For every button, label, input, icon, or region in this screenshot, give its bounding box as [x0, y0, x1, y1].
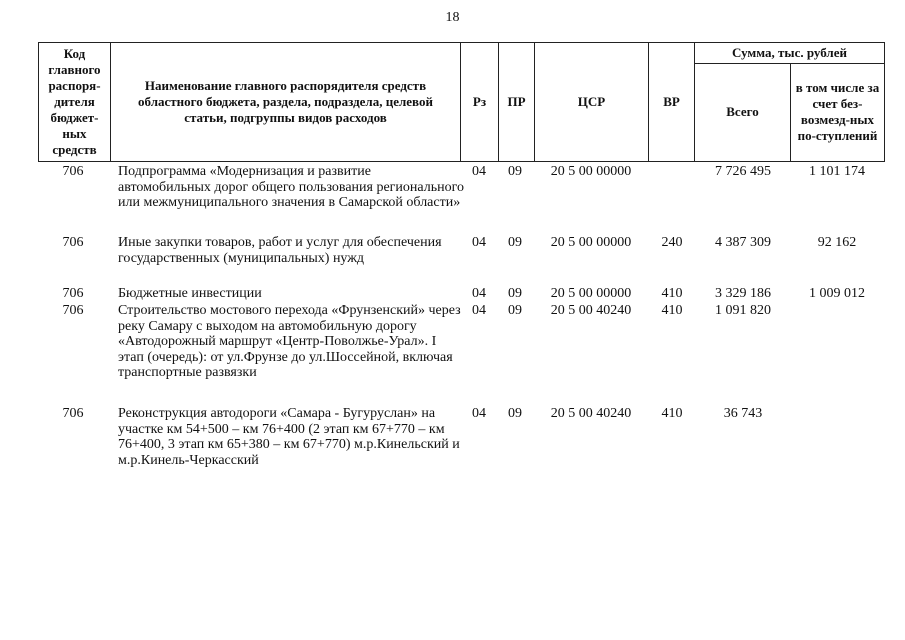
row-pr: 09 [508, 303, 522, 318]
row-rz: 04 [472, 406, 486, 421]
row-csr: 20 5 00 00000 [550, 164, 632, 179]
header-rz: Рз [460, 42, 498, 162]
row-vr: 410 [661, 406, 683, 421]
row-vr: 410 [661, 303, 683, 318]
row-total: 3 329 186 [715, 286, 771, 301]
header-csr: ЦСР [534, 42, 648, 162]
row-pr: 09 [508, 235, 522, 250]
header-total: Всего [694, 63, 790, 161]
row-csr: 20 5 00 00000 [550, 286, 632, 301]
header-sum: Сумма, тыс. рублей [694, 42, 884, 63]
row-total: 36 743 [723, 406, 763, 421]
header-vr: ВР [648, 42, 694, 162]
row-pr: 09 [508, 164, 522, 179]
row-name: Бюджетные инвестиции [118, 286, 262, 301]
row-csr: 20 5 00 40240 [550, 303, 632, 318]
row-free: 1 009 012 [809, 286, 865, 301]
row-name: Иные закупки товаров, работ и услуг для обеспечения государственных (муниципальных) нужд [118, 235, 442, 266]
row-rz: 04 [472, 303, 486, 318]
row-rz: 04 [472, 286, 486, 301]
row-vr: 410 [661, 286, 683, 301]
row-total: 4 387 309 [715, 235, 771, 250]
row-free: 1 101 174 [809, 164, 865, 179]
row-rz: 04 [472, 164, 486, 179]
row-code: 706 [62, 235, 84, 250]
row-rz: 04 [472, 235, 486, 250]
row-total: 1 091 820 [715, 303, 771, 318]
row-name: Строительство мостового перехода «Фрунзенский» через реку Самару с выходом на автомобильную дорогу «Автодорожный маршрут «Центр-Поволжье-Урал». I этап (очередь): от ул.Фрунзе до ул.Шоссейной, включая транспортные развязки [118, 303, 461, 380]
row-csr: 20 5 00 00000 [550, 235, 632, 250]
row-name: Подпрограмма «Модернизация и развитие автомобильных дорог общего пользования регионального или межмуниципального значения в Самарской области» [118, 164, 464, 210]
row-total: 7 726 495 [715, 164, 771, 179]
row-code: 706 [62, 164, 84, 179]
header-name: Наименование главного распорядителя средств областного бюджета, раздела, подраздела, целевой статьи, подгруппы видов расходов [110, 42, 460, 162]
row-code: 706 [62, 286, 84, 301]
row-code: 706 [62, 406, 84, 421]
row-pr: 09 [508, 286, 522, 301]
header-free: в том числе за счет без-возмезд-ных по-ступлений [790, 63, 884, 161]
header-code: Код главного распоря-дителя бюджет-ных средств [38, 42, 110, 162]
row-vr: 240 [661, 235, 683, 250]
row-pr: 09 [508, 406, 522, 421]
page-number: 18 [445, 10, 460, 25]
header-pr: ПР [498, 42, 534, 162]
row-free: 92 162 [817, 235, 857, 250]
row-name: Реконструкция автодороги «Самара - Бугуруслан» на участке км 54+500 – км 76+400 (2 этап км 67+770 – км 76+400, 3 этап км 65+380 – км 67+770) м.р.Кинельский и м.р.Кинель-Черкасский [118, 406, 460, 468]
row-csr: 20 5 00 40240 [550, 406, 632, 421]
row-code: 706 [62, 303, 84, 318]
